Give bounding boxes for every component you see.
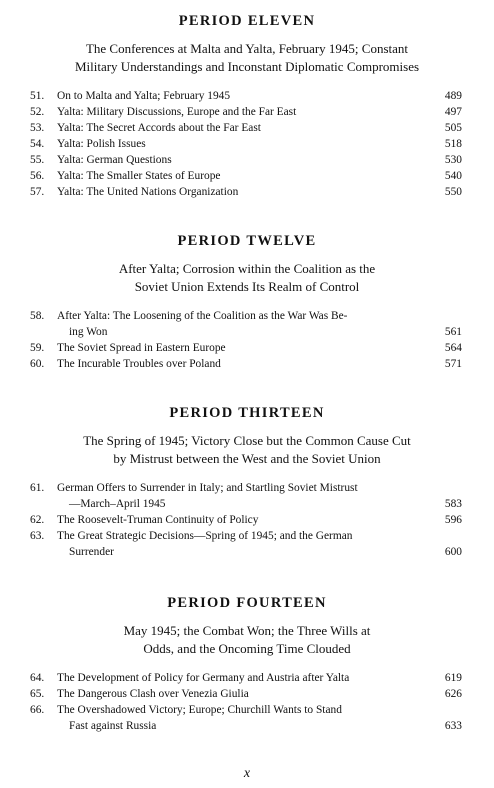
entry-title-line: Fast against Russia [69, 720, 157, 732]
entry-title: The Roosevelt-Truman Continuity of Policy [57, 514, 259, 526]
entry-page: 530 [444, 154, 462, 166]
entry-title-line: The Great Strategic Decisions—Spring of 1945; and the German [57, 530, 353, 542]
entry-number: 51. [30, 90, 45, 102]
period-title: PERIOD FOURTEEN [167, 595, 327, 611]
period-title: PERIOD ELEVEN [178, 13, 316, 29]
entry-number: 52. [30, 106, 45, 118]
entry-number: 54. [30, 138, 45, 150]
toc-entry[interactable] [0, 356, 494, 372]
entry-title: The Development of Policy for Germany and Austria after Yalta [57, 672, 350, 684]
entry-number: 59. [30, 342, 45, 354]
entry-title: On to Malta and Yalta; February 1945 [57, 90, 231, 102]
entry-number: 60. [30, 358, 45, 370]
toc-entry[interactable] [0, 480, 494, 512]
entry-number: 53. [30, 122, 45, 134]
entry-title: Yalta: German Questions [57, 154, 172, 166]
toc-entry[interactable] [0, 670, 494, 686]
entry-title: The Soviet Spread in Eastern Europe [57, 342, 226, 354]
entry-title: The Incurable Troubles over Poland [57, 358, 221, 370]
toc-entry[interactable] [0, 686, 494, 702]
page-folio: x [243, 766, 251, 781]
entry-title: Yalta: The Smaller States of Europe [57, 170, 221, 182]
toc-entry[interactable] [0, 168, 494, 184]
toc-entry[interactable] [0, 152, 494, 168]
period-subtitle [0, 260, 494, 296]
entry-title: Yalta: Military Discussions, Europe and the Far East [57, 106, 297, 118]
entry-number: 64. [30, 672, 45, 684]
entry-number: 61. [30, 482, 45, 494]
entry-page: 505 [444, 122, 462, 134]
entry-page: 561 [444, 326, 462, 338]
entry-page: 571 [444, 358, 462, 370]
entry-title-line: ing Won [69, 326, 108, 338]
entry-page: 583 [444, 498, 462, 510]
period-title: PERIOD TWELVE [177, 233, 317, 249]
entry-number: 65. [30, 688, 45, 700]
entry-number: 66. [30, 704, 45, 716]
entry-page: 497 [444, 106, 462, 118]
period-thirteen [0, 404, 494, 560]
entry-number: 58. [30, 310, 45, 322]
toc-entry[interactable] [0, 308, 494, 340]
toc-entry[interactable] [0, 702, 494, 734]
period-eleven [0, 12, 494, 200]
toc-entry[interactable] [0, 528, 494, 560]
entry-page: 550 [444, 186, 462, 198]
entry-title: The Dangerous Clash over Venezia Giulia [57, 688, 249, 700]
subtitle-line: The Conferences at Malta and Yalta, February 1945; Constant [85, 41, 409, 56]
entry-page: 600 [444, 546, 462, 558]
entry-page: 596 [444, 514, 462, 526]
entry-list [0, 308, 494, 372]
entry-title: Yalta: The United Nations Organization [57, 186, 239, 198]
subtitle-line: After Yalta; Corrosion within the Coalition as the [118, 261, 376, 276]
entry-page: 518 [444, 138, 462, 150]
toc-entry[interactable] [0, 340, 494, 356]
entry-title-line: —March–April 1945 [69, 498, 166, 510]
toc-entry[interactable] [0, 120, 494, 136]
entry-number: 62. [30, 514, 45, 526]
subtitle-line: May 1945; the Combat Won; the Three Wills at [123, 623, 371, 638]
entry-page: 540 [444, 170, 462, 182]
entry-page: 626 [444, 688, 462, 700]
period-twelve [0, 232, 494, 372]
period-subtitle [0, 622, 494, 658]
subtitle-line: Soviet Union Extends Its Realm of Control [134, 279, 360, 294]
entry-number: 63. [30, 530, 45, 542]
toc-entry[interactable] [0, 136, 494, 152]
entry-title-line: German Offers to Surrender in Italy; and Startling Soviet Mistrust [57, 482, 358, 494]
period-title: PERIOD THIRTEEN [169, 405, 325, 421]
entry-page: 564 [444, 342, 462, 354]
entry-page: 619 [444, 672, 462, 684]
toc-entry[interactable] [0, 184, 494, 200]
entry-list [0, 480, 494, 560]
subtitle-line: The Spring of 1945; Victory Close but the Common Cause Cut [83, 433, 411, 448]
entry-number: 57. [30, 186, 45, 198]
entry-list [0, 670, 494, 734]
entry-title: Yalta: The Secret Accords about the Far East [57, 122, 261, 134]
entry-title-line: The Overshadowed Victory; Europe; Churchill Wants to Stand [57, 704, 342, 716]
entry-title-line: After Yalta: The Loosening of the Coalition as the War Was Be- [57, 310, 348, 322]
period-subtitle [0, 432, 494, 468]
toc-entry[interactable] [0, 88, 494, 104]
entry-number: 56. [30, 170, 45, 182]
entry-page: 489 [444, 90, 462, 102]
subtitle-line: Military Understandings and Inconstant Diplomatic Compromises [74, 59, 420, 74]
entry-page: 633 [444, 720, 462, 732]
subtitle-line: Odds, and the Oncoming Time Clouded [143, 641, 351, 656]
period-fourteen [0, 594, 494, 734]
entry-list [0, 88, 494, 200]
entry-title-line: Surrender [69, 546, 114, 558]
period-subtitle [0, 40, 494, 76]
entry-title: Yalta: Polish Issues [57, 138, 146, 150]
toc-entry[interactable] [0, 104, 494, 120]
entry-number: 55. [30, 154, 45, 166]
toc-entry[interactable] [0, 512, 494, 528]
subtitle-line: by Mistrust between the West and the Soviet Union [113, 451, 381, 466]
